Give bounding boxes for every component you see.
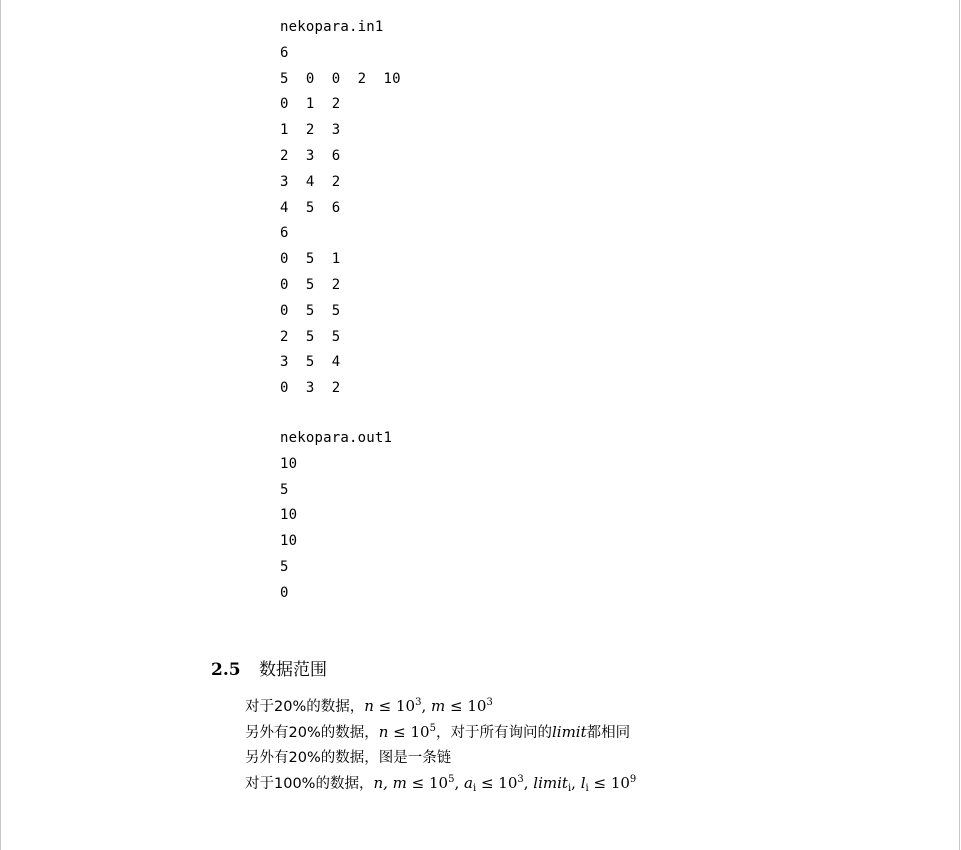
sample-input-line: 0 1 2 xyxy=(280,96,341,113)
sample-input-line: 0 5 2 xyxy=(280,276,341,293)
sample-input-filename: nekopara.in1 xyxy=(280,19,384,35)
constraint-row-3: 另外有20%的数据，图是一条链 xyxy=(245,750,452,766)
sample-input-line: 3 4 2 xyxy=(280,173,341,190)
sample-input-line: 6 xyxy=(280,225,289,242)
section-heading xyxy=(211,657,327,683)
sample-input-line: 0 3 2 xyxy=(280,380,341,397)
sample-input-line: 2 5 5 xyxy=(280,328,341,345)
sample-input-line: 2 3 6 xyxy=(280,147,341,164)
sample-output-block xyxy=(280,426,392,607)
sample-output-line: 0 xyxy=(280,584,289,601)
sample-input-line: 3 5 4 xyxy=(280,354,341,371)
sample-input-line: 5 0 0 2 10 xyxy=(280,70,401,87)
constraint-row-4: 对于100%的数据，n, $m \le 10^5$, $a_i \le 10^3$, limit$_i$, $l_i \le 10^9$ xyxy=(245,773,637,794)
page-border-right xyxy=(959,0,960,850)
sample-input-line: 0 5 1 xyxy=(280,251,341,268)
sample-output-line: 10 xyxy=(280,533,298,550)
constraint-row-1: 对于20%的数据，$n \le 10^3$, $m \le 10^3$ xyxy=(245,697,493,715)
constraint-row-2: 另外有20%的数据，$n \le 10^5$，对于所有询问的limit都相同 xyxy=(245,722,631,741)
section-title: 数据范围 xyxy=(259,660,327,680)
sample-output-line: 10 xyxy=(280,507,298,524)
sample-input-line: 6 xyxy=(280,44,289,61)
sample-input-block xyxy=(280,15,401,402)
sample-input-line: 4 5 6 xyxy=(280,199,341,216)
sample-input-line: 0 5 5 xyxy=(280,302,341,319)
sample-output-line: 5 xyxy=(280,558,289,575)
sample-output-line: 10 xyxy=(280,455,298,472)
page-border-left xyxy=(0,0,1,850)
section-number: 2.5 xyxy=(211,660,241,680)
sample-output-line: 5 xyxy=(280,481,289,498)
sample-input-line: 1 2 3 xyxy=(280,122,341,139)
sample-output-filename: nekopara.out1 xyxy=(280,430,393,446)
constraints-list xyxy=(245,694,636,796)
